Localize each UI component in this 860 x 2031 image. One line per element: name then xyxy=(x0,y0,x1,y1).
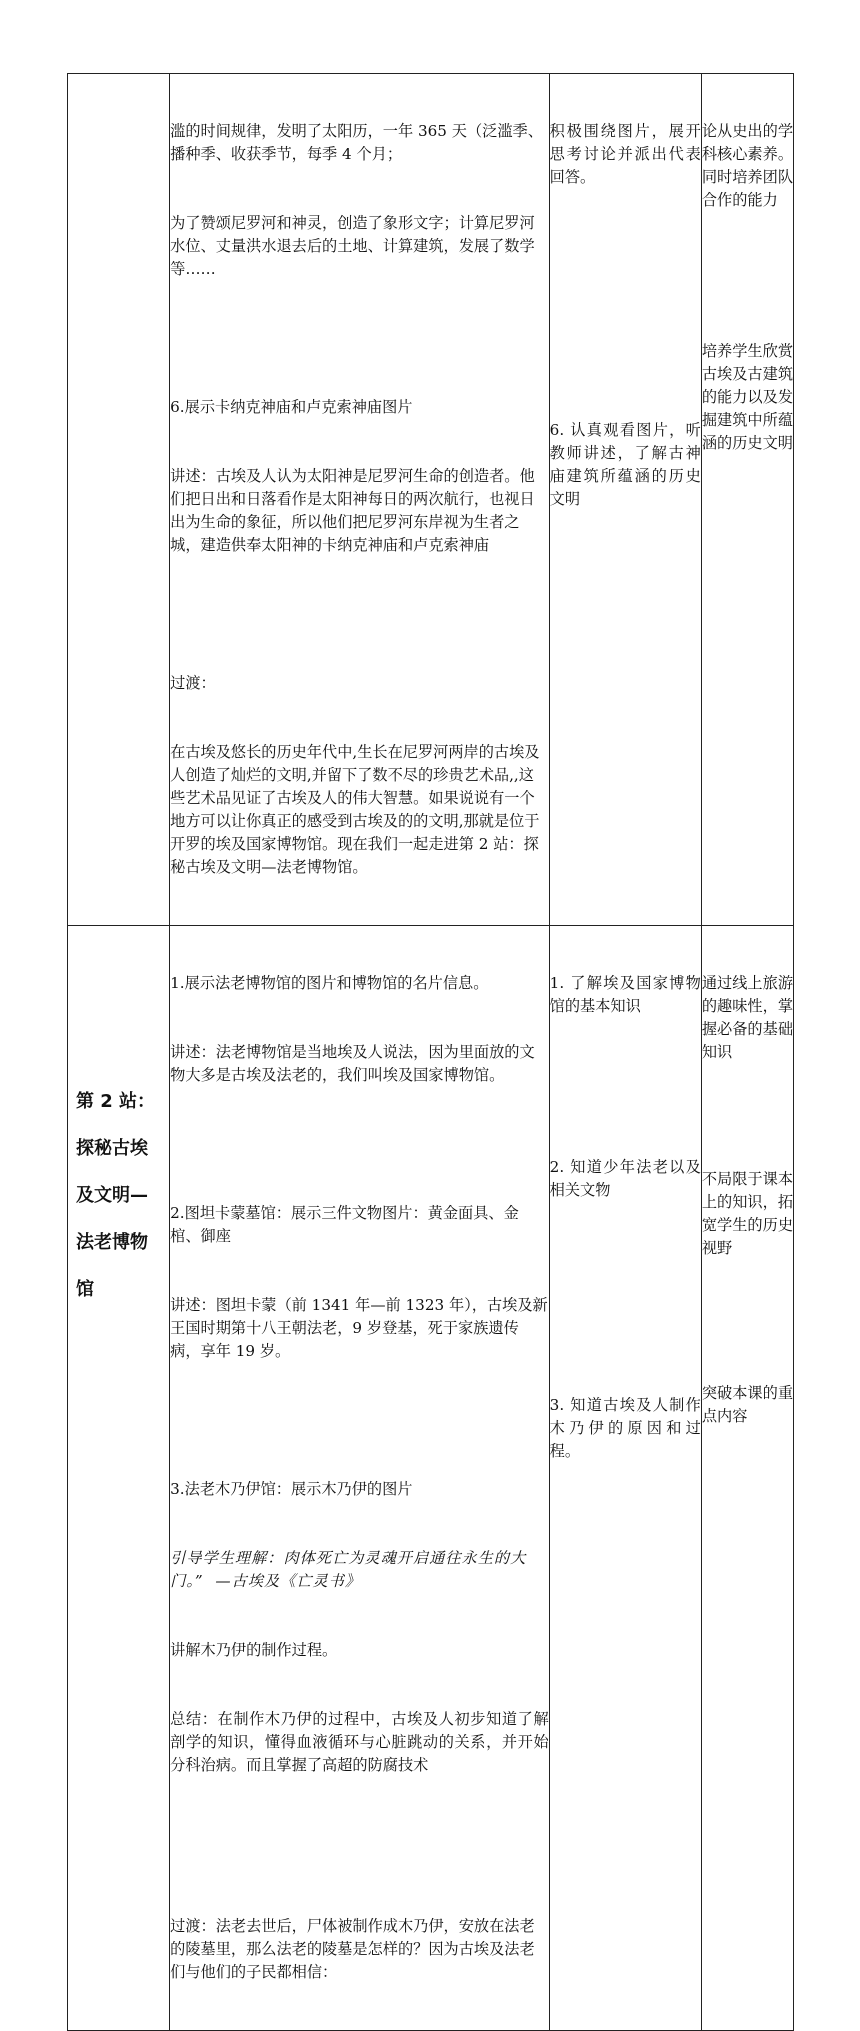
teacher-text: 讲述：图坦卡蒙（前 1341 年—前 1323 年），古埃及新王国时期第十八王朝法老，9 岁登基，死于家族遗传病，享年 19 岁。 xyxy=(170,1296,548,1360)
intent-text: 培养学生欣赏古埃及古建筑的能力以及发掘建筑中所蕴涵的历史文明 xyxy=(701,342,793,452)
teacher-text: 总结：在制作木乃伊的过程中，古埃及人初步知道了解剖学的知识，懂得血液循环与心脏跳动的关系，并开始分科治病。而且掌握了高超的防腐技术 xyxy=(170,1710,549,1774)
lesson-plan-table xyxy=(67,73,794,2031)
stage-cell xyxy=(68,926,170,2031)
teacher-activity-cell xyxy=(170,926,550,2031)
teacher-text: 过渡： xyxy=(170,674,216,692)
teacher-text: 滥的时间规律，发明了太阳历，一年 365 天（泛滥季、播种季、收获季节，每季 4 个月； xyxy=(170,122,543,163)
station-title-line: 第 2 站： xyxy=(76,1091,156,1112)
teacher-text: 6.展示卡纳克神庙和卢克索神庙图片 xyxy=(170,398,413,416)
intent-text: 不局限于课本上的知识，拓宽学生的历史视野 xyxy=(701,1170,793,1257)
student-text: 3. 知道古埃及人制作木乃伊的原因和过程。 xyxy=(549,1396,701,1460)
station-title-line: 馆 xyxy=(76,1279,94,1300)
teacher-text: 讲解木乃伊的制作过程。 xyxy=(170,1641,338,1659)
station-title-line: 法老博物 xyxy=(76,1232,148,1253)
student-activity-cell xyxy=(549,74,701,926)
teacher-text: 2.图坦卡蒙墓馆：展示三件文物图片：黄金面具、金棺、御座 xyxy=(170,1204,519,1245)
table-row xyxy=(68,926,794,2031)
teacher-text: 在古埃及悠长的历史年代中,生长在尼罗河两岸的古埃及人创造了灿烂的文明,并留下了数不尽的珍贵艺术品,,这些艺术品见证了古埃及人的伟大智慧。如果说说有一个地方可以让你真正的感受到古埃及的的文明,那就是位于开罗的埃及国家博物馆。现在我们一起走进第 2 站：探秘古埃及文明—法老博物馆。 xyxy=(170,743,540,876)
student-text: 积极围绕图片，展开思考讨论并派出代表回答。 xyxy=(549,122,701,186)
student-text: 6. 认真观看图片，听教师讲述，了解古神庙建筑所蕴涵的历史文明 xyxy=(549,421,701,508)
design-intent-cell xyxy=(701,74,793,926)
design-intent-cell xyxy=(701,926,793,2031)
station-title-line: 探秘古埃 xyxy=(76,1138,148,1159)
intent-text: 通过线上旅游的趣味性，掌握必备的基础知识 xyxy=(701,974,793,1061)
teacher-text: 为了赞颂尼罗河和神灵，创造了象形文字；计算尼罗河水位、丈量洪水退去后的土地、计算建筑，发展了数学等…… xyxy=(170,214,535,278)
station-title-line: 及文明— xyxy=(76,1185,148,1206)
teacher-text: 讲述：古埃及人认为太阳神是尼罗河生命的创造者。他们把日出和日落看作是太阳神每日的两次航行，也视日出为生命的象征，所以他们把尼罗河东岸视为生者之城，建造供奉太阳神的卡纳克神庙和卢克索神庙 xyxy=(170,467,535,554)
book-quote: 引导学生理解：肉体死亡为灵魂开启通往永生的大门。” —古埃及《亡灵书》 xyxy=(170,1549,527,1590)
teacher-text: 3.法老木乃伊馆：展示木乃伊的图片 xyxy=(170,1480,413,1498)
student-activity-cell xyxy=(549,926,701,2031)
intent-text: 突破本课的重点内容 xyxy=(701,1384,793,1425)
teacher-text: 1.展示法老博物馆的图片和博物馆的名片信息。 xyxy=(170,974,489,992)
intent-text: 论从史出的学科核心素养。同时培养团队合作的能力 xyxy=(701,122,793,209)
teacher-activity-cell xyxy=(170,74,550,926)
table-row xyxy=(68,74,794,926)
teacher-text: 讲述：法老博物馆是当地埃及人说法，因为里面放的文物大多是古埃及法老的，我们叫埃及国家博物馆。 xyxy=(170,1043,535,1084)
stage-cell-empty xyxy=(68,74,170,926)
student-text: 1. 了解埃及国家博物馆的基本知识 xyxy=(549,974,701,1015)
student-text: 2. 知道少年法老以及相关文物 xyxy=(549,1158,701,1199)
teacher-text: 过渡：法老去世后，尸体被制作成木乃伊，安放在法老的陵墓里，那么法老的陵墓是怎样的？因为古埃及法老们与他们的子民都相信： xyxy=(170,1917,535,1981)
